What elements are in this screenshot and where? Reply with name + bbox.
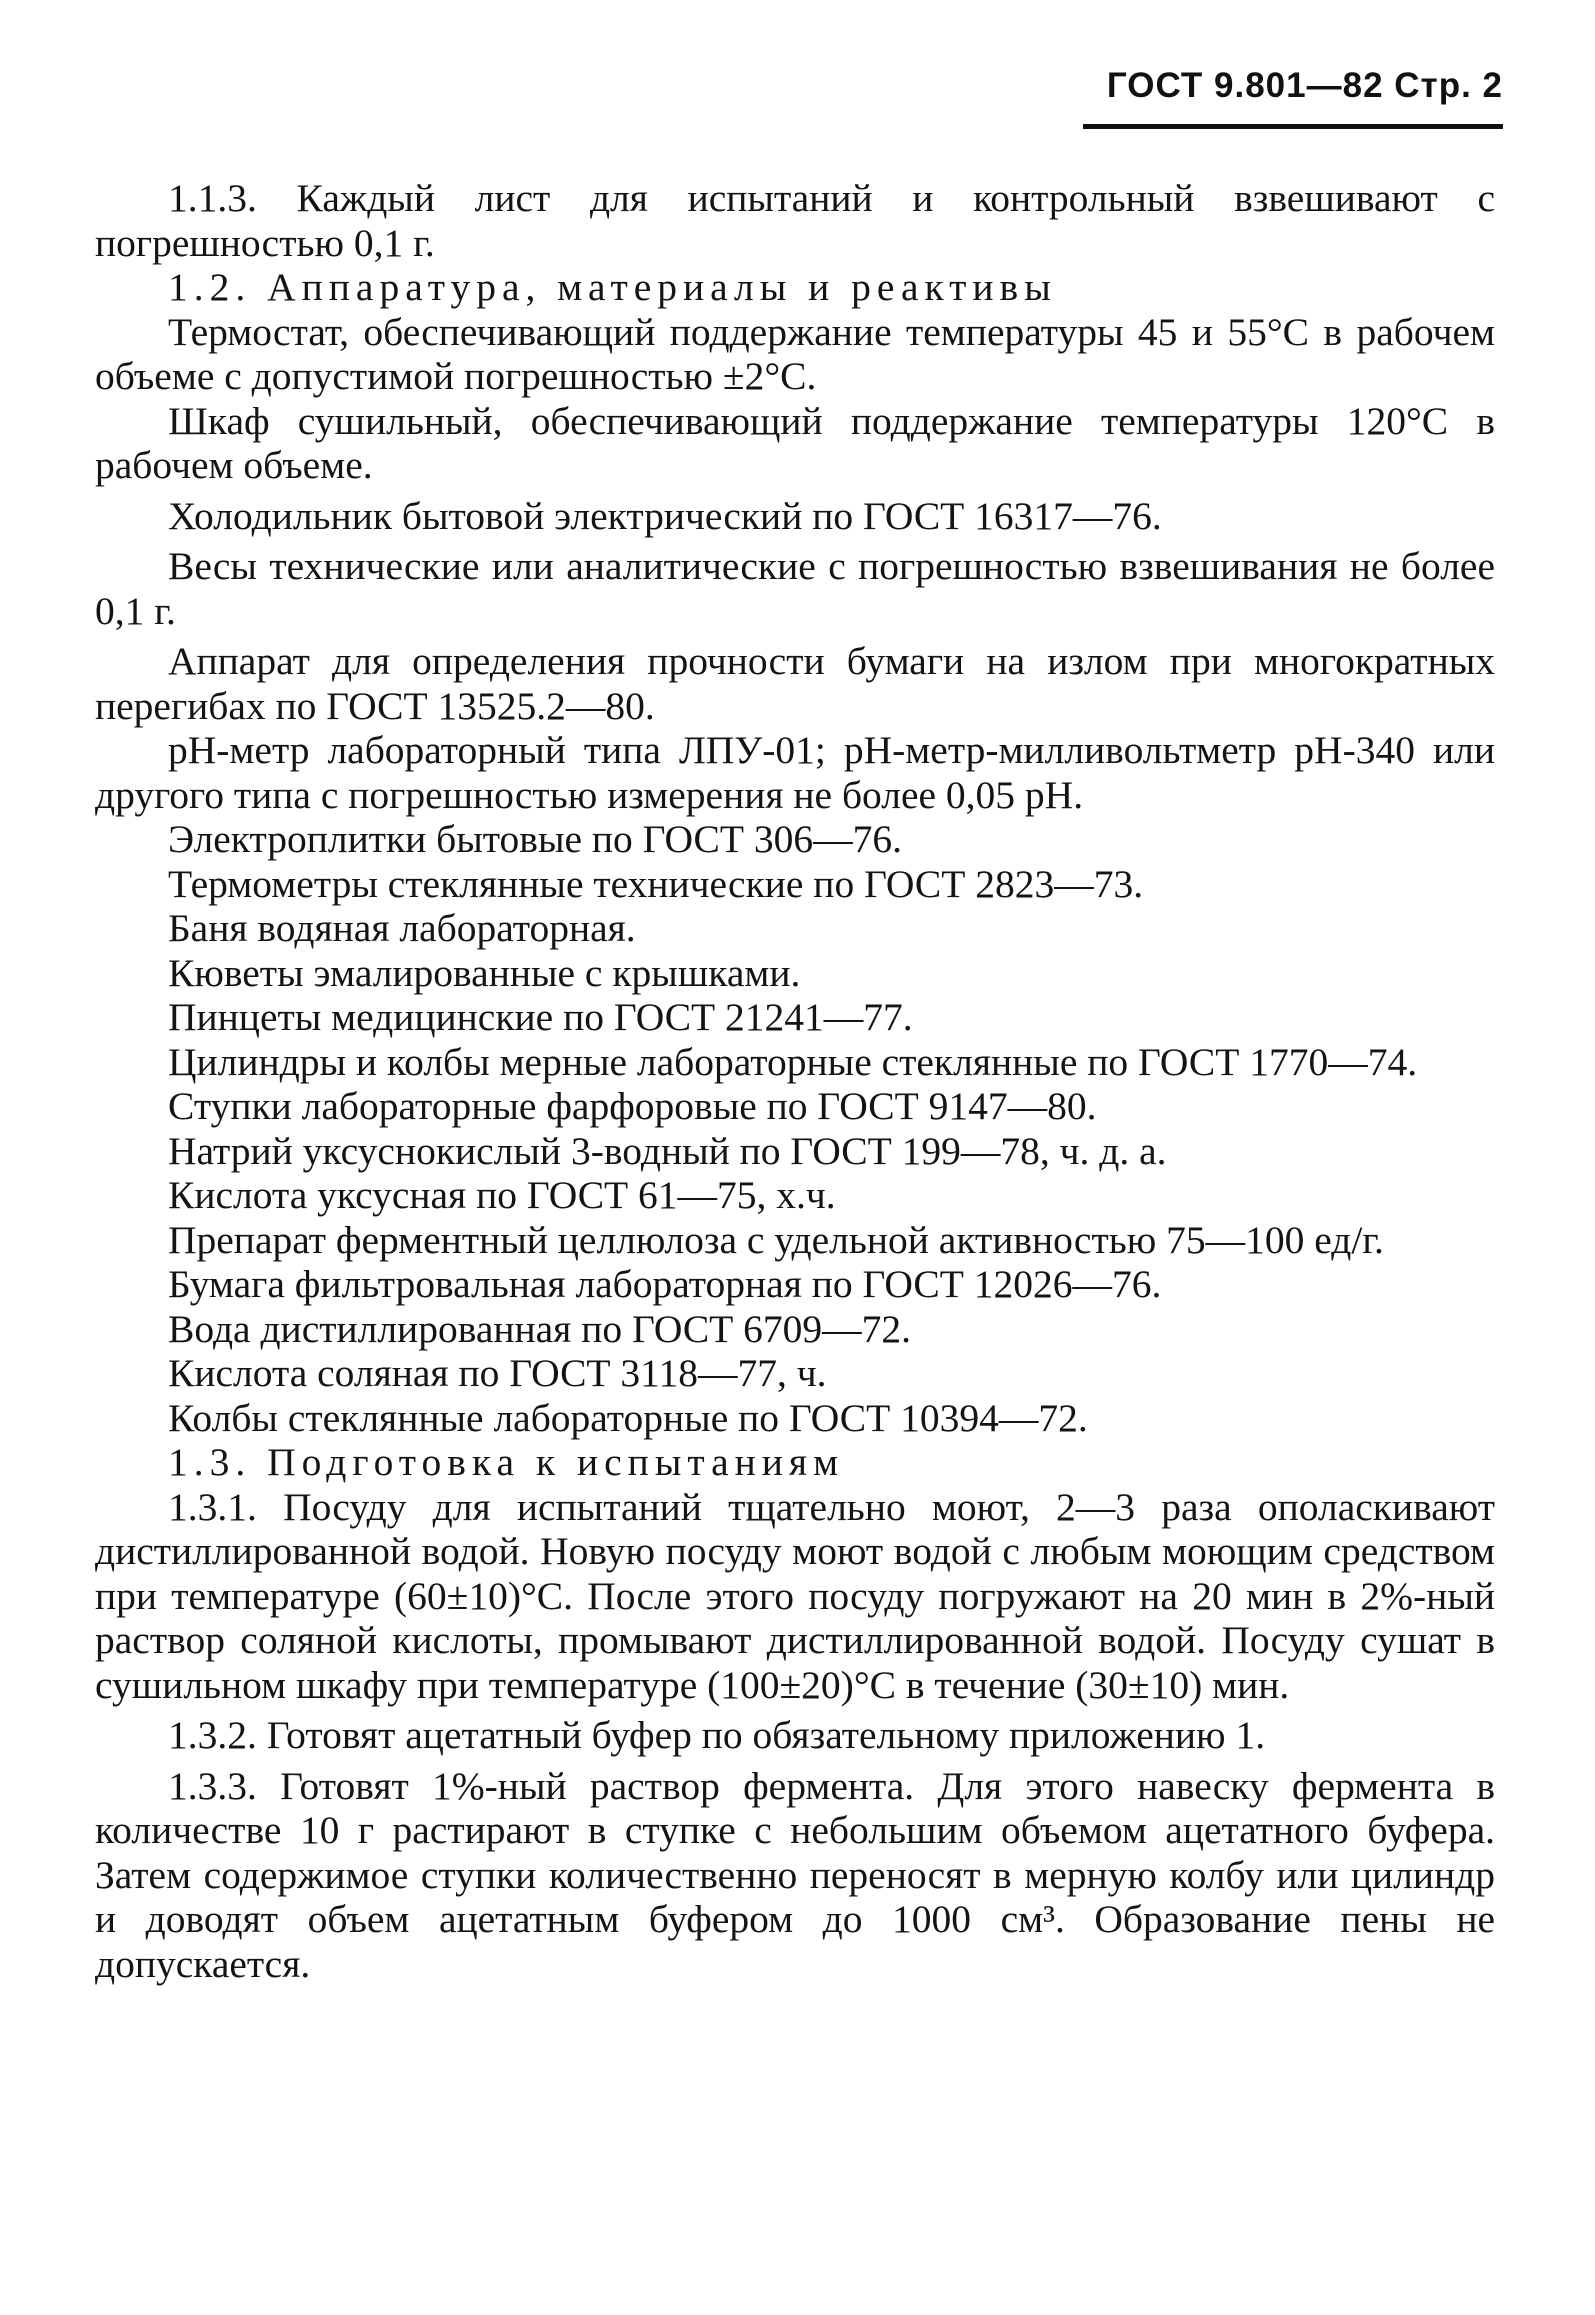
page-label: Стр. 2 [1394,66,1503,105]
header-rule [1083,124,1503,129]
list-item: Бумага фильтровальная лабораторная по ГОСТ 12026—76. [168,1262,1162,1306]
list-item: Препарат ферментный целлюлоза с удельной активностью 75—100 ед/г. [168,1217,1384,1262]
paragraph-1-3-2: 1.3.2. Готовят ацетатный буфер по обязательному приложению 1. [168,1713,1266,1757]
list-item: Натрий уксуснокислый 3-водный по ГОСТ 199—78, ч. д. а. [168,1128,1167,1173]
list-item: Кислота уксусная по ГОСТ 61—75, х.ч. [168,1173,836,1217]
standard-number: ГОСТ 9.801—82 [1106,66,1384,105]
list-item: Баня водяная лабораторная. [168,906,636,950]
list-item: Колбы стеклянные лабораторные по ГОСТ 10394—72. [168,1395,1088,1440]
paragraph-1-3-1: 1.3.1. Посуду для испытаний тщательно моют, 2—3 раза ополаскивают дистиллированной водой. Новую посуду моют водой с любым моющим средством при температуре (60±10)°С. После этого посуду погружают на 20 мин в 2%-ный раствор соляной кислоты, промывают дистиллированной водой. Посуду сушат в сушильном шкафу при температуре (100±20)°С в течение (30±10) мин. [95,1484,1495,1707]
list-item: Весы технические или аналитические с погрешностью взвешивания не более 0,1 г. [95,544,1495,633]
list-item: Электроплитки бытовые по ГОСТ 306—76. [168,817,902,861]
section-heading-1-3: 1.3. Подготовка к испытаниям [168,1440,845,1484]
section-heading-1-2: 1.2. Аппаратура, материалы и реактивы [168,265,1057,309]
list-item: Цилиндры и колбы мерные лабораторные стеклянные по ГОСТ 1770—74. [168,1039,1418,1084]
list-item: рН-метр лабораторный типа ЛПУ-01; рН-метр-милливольтметр рН-340 или другого типа с погрешностью измерения не более 0,05 рН. [95,728,1495,817]
page-header [1107,66,1503,106]
list-item: Кислота соляная по ГОСТ 3118—77, ч. [168,1351,827,1395]
paragraph-1-1-3: 1.1.3. Каждый лист для испытаний и контрольный взвешивают с погрешностью 0,1 г. [95,176,1495,265]
list-item: Аппарат для определения прочности бумаги на излом при многократных перегибах по ГОСТ 13525.2—80. [95,639,1495,728]
document-body [95,176,1495,1986]
list-item: Шкаф сушильный, обеспечивающий поддержание температуры 120°С в рабочем объеме. [95,398,1495,487]
list-item: Термометры стеклянные технические по ГОСТ 2823—73. [168,861,1144,906]
list-item: Холодильник бытовой электрический по ГОСТ 16317—76. [168,493,1162,538]
list-item: Вода дистиллированная по ГОСТ 6709—72. [168,1306,912,1351]
list-item: Пинцеты медицинские по ГОСТ 21241—77. [168,995,913,1039]
list-item: Кюветы эмалированные с крышками. [168,950,801,995]
list-item: Ступки лабораторные фарфоровые по ГОСТ 9147—80. [168,1084,1097,1128]
paragraph-1-3-3: 1.3.3. Готовят 1%-ный раствор фермента. Для этого навеску фермента в количестве 10 г растирают в ступке с небольшим объемом ацетатного буфера. Затем содержимое ступки количественно переносят в мерную колбу или цилиндр и доводят объем ацетатным буфером до 1000 см³. Образование пены не допускается. [95,1763,1495,1986]
list-item: Термостат, обеспечивающий поддержание температуры 45 и 55°С в рабочем объеме с допустимой погрешностью ±2°С. [95,309,1495,398]
